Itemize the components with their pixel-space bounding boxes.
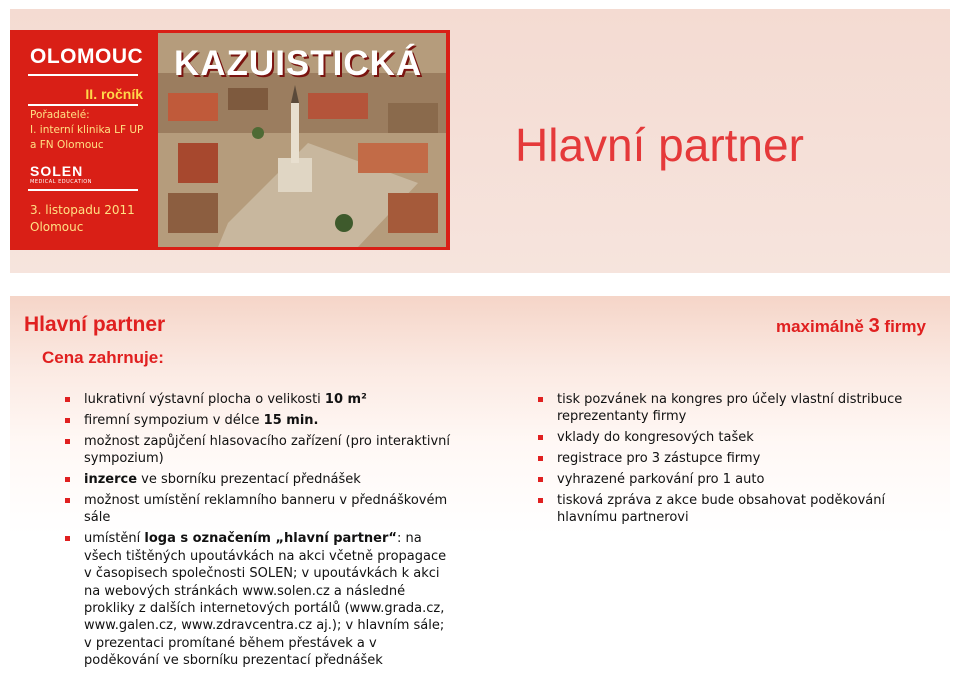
max-number: 3 (868, 315, 880, 337)
list-item (64, 530, 454, 669)
square-bullet-icon (538, 498, 543, 503)
text: lukrativní výstavní plocha o velikosti (84, 392, 325, 407)
banner-organizer (30, 108, 143, 153)
solen-logo: SOLEN (30, 163, 84, 179)
text: možnost umístění reklamního banneru v přednáškovém sále (84, 493, 448, 526)
list-item (64, 433, 454, 468)
solen-logo-subtitle: MEDICAL EDUCATION (30, 179, 92, 185)
list-item (537, 429, 907, 446)
max-suffix: firmy (879, 317, 926, 336)
benefits-list-right (537, 391, 907, 530)
organizer-line: Pořadatelé: (30, 109, 90, 121)
text: ve sborníku prezentací přednášek (137, 472, 361, 488)
square-bullet-icon (538, 435, 543, 440)
section-title: Hlavní partner (24, 313, 166, 336)
list-item (537, 391, 907, 426)
max-prefix: maximálně (775, 317, 869, 336)
text: tisková zpráva z akce bude obsahovat poděkování hlavnímu partnerovi (557, 493, 886, 526)
banner-edition: II. ročník (85, 86, 143, 102)
list-item (64, 412, 454, 429)
list-item (64, 492, 454, 527)
banner-divider (28, 74, 138, 76)
text: firemní sympozium v délce (84, 412, 264, 428)
text: umístění (84, 531, 145, 547)
square-bullet-icon (65, 397, 70, 402)
organizer-line: a FN Olomouc (30, 139, 104, 151)
square-bullet-icon (65, 418, 70, 423)
text: vklady do kongresových tašek (557, 430, 754, 446)
place-line: Olomouc (30, 220, 84, 234)
square-bullet-icon (538, 456, 543, 461)
page-title: Hlavní partner (515, 119, 804, 171)
bold-text: inzerce (84, 472, 138, 488)
list-item (537, 471, 907, 488)
bold-text: loga s označením „hlavní partner“ (144, 531, 397, 547)
text: registrace pro 3 zástupce firmy (557, 451, 761, 467)
banner-title: KAZUISTICKÁ (174, 44, 423, 83)
banner-info-panel (10, 30, 153, 250)
text: : na všech tištěných upoutávkách na akci včetně propagace v časopisech společnosti SOLEN; v upoutávkách k akci na webových stránkách www.solen.cz a následné prokliky z dalších internetových portálů (www.grada.cz, www.galen.cz, www.zdravcentra.cz aj.); v hlavním sále; v prezentaci promítané během přestávek a v poděkování ve sborníku prezentací přednášek (84, 531, 447, 669)
organizer-line: I. interní klinika LF UP (30, 124, 144, 136)
banner-divider (28, 104, 138, 106)
square-bullet-icon (538, 477, 543, 482)
square-bullet-icon (65, 498, 70, 503)
text: vyhrazené parkování pro 1 auto (557, 472, 765, 488)
list-item (537, 450, 907, 467)
text: tisk pozvánek na kongres pro účely vlastní distribuce reprezentanty firmy (557, 392, 903, 425)
banner-city: OLOMOUC (30, 45, 144, 68)
bold-text: 10 m² (324, 392, 367, 407)
text: možnost zapůjčení hlasovacího zařízení (pro interaktivní sympozium) (84, 433, 451, 467)
list-item (64, 471, 454, 488)
banner-divider (28, 189, 138, 191)
square-bullet-icon (65, 477, 70, 482)
bold-text: 15 min. (263, 412, 319, 428)
square-bullet-icon (65, 439, 70, 444)
square-bullet-icon (65, 536, 70, 541)
list-item (537, 492, 907, 527)
banner-date (30, 202, 135, 236)
max-firms-note (776, 315, 926, 338)
list-item (64, 391, 454, 408)
event-banner (10, 30, 450, 250)
price-includes-heading: Cena zahrnuje: (42, 348, 164, 367)
benefits-list-left (64, 391, 454, 673)
square-bullet-icon (538, 397, 543, 402)
date-line: 3. listopadu 2011 (30, 203, 135, 217)
